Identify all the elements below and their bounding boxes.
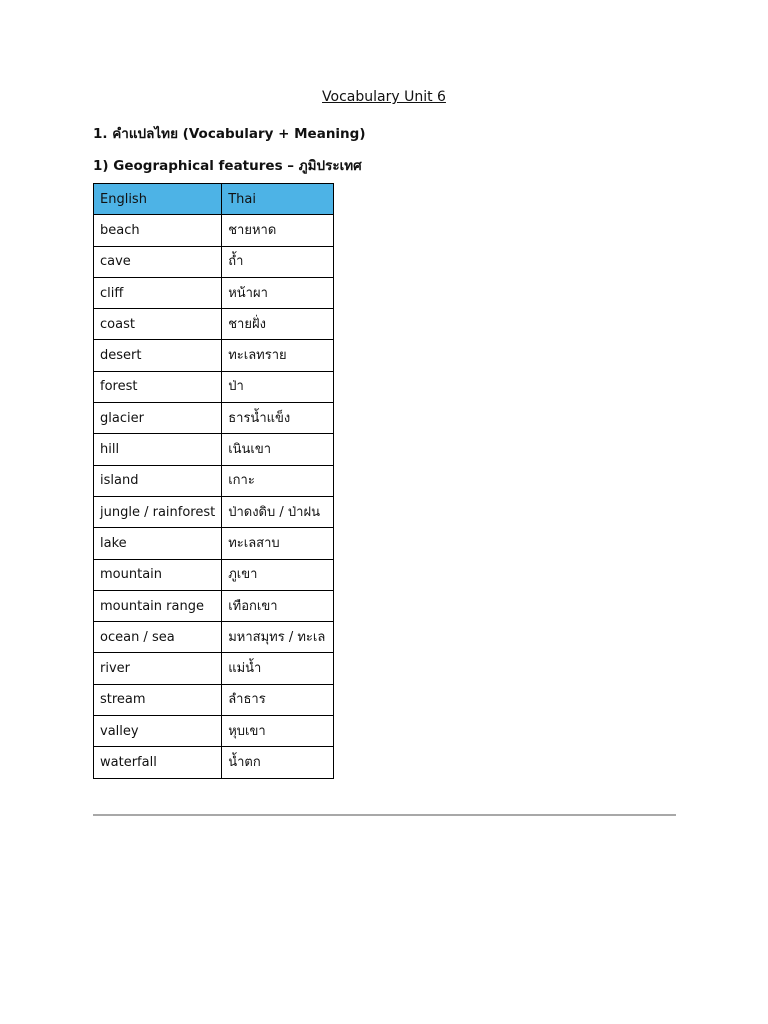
thai-meaning-cell: หุบเขา (222, 716, 334, 747)
table-body (94, 215, 334, 778)
table-row (94, 528, 334, 559)
table-header-row (94, 184, 334, 215)
english-word-cell: waterfall (94, 747, 222, 778)
english-word-cell: valley (94, 716, 222, 747)
subsection-heading: 1) Geographical features – ภูมิประเทศ (93, 158, 362, 174)
english-word-cell: mountain (94, 559, 222, 590)
table-row (94, 215, 334, 246)
english-word-cell: stream (94, 684, 222, 715)
thai-meaning-cell: ลำธาร (222, 684, 334, 715)
thai-meaning-cell: ทะเลสาบ (222, 528, 334, 559)
english-word-cell: beach (94, 215, 222, 246)
thai-meaning-cell: ถ้ำ (222, 246, 334, 277)
column-header-thai: Thai (222, 184, 334, 215)
thai-meaning-cell: ชายหาด (222, 215, 334, 246)
english-word-cell: coast (94, 309, 222, 340)
thai-meaning-cell: ธารน้ำแข็ง (222, 403, 334, 434)
thai-meaning-cell: น้ำตก (222, 747, 334, 778)
thai-meaning-cell: ทะเลทราย (222, 340, 334, 371)
table-row (94, 309, 334, 340)
english-word-cell: cliff (94, 277, 222, 308)
table-row (94, 465, 334, 496)
horizontal-divider (93, 814, 676, 816)
table-row (94, 747, 334, 778)
section-heading: 1. คำแปลไทย (Vocabulary + Meaning) (93, 126, 366, 142)
table-row (94, 684, 334, 715)
english-word-cell: desert (94, 340, 222, 371)
table-row (94, 496, 334, 527)
thai-meaning-cell: หน้าผา (222, 277, 334, 308)
english-word-cell: hill (94, 434, 222, 465)
table-row (94, 434, 334, 465)
table-row (94, 246, 334, 277)
thai-meaning-cell: แม่น้ำ (222, 653, 334, 684)
document-title: Vocabulary Unit 6 (322, 89, 446, 105)
thai-meaning-cell: ชายฝั่ง (222, 309, 334, 340)
english-word-cell: jungle / rainforest (94, 496, 222, 527)
english-word-cell: cave (94, 246, 222, 277)
thai-meaning-cell: เกาะ (222, 465, 334, 496)
english-word-cell: lake (94, 528, 222, 559)
table-row (94, 716, 334, 747)
table-row (94, 653, 334, 684)
table-row (94, 559, 334, 590)
thai-meaning-cell: เทือกเขา (222, 590, 334, 621)
thai-meaning-cell: มหาสมุทร / ทะเล (222, 622, 334, 653)
thai-meaning-cell: ป่าดงดิบ / ป่าฝน (222, 496, 334, 527)
english-word-cell: forest (94, 371, 222, 402)
table-row (94, 277, 334, 308)
english-word-cell: mountain range (94, 590, 222, 621)
table-row (94, 403, 334, 434)
table-row (94, 340, 334, 371)
table-row (94, 590, 334, 621)
english-word-cell: island (94, 465, 222, 496)
table-row (94, 622, 334, 653)
english-word-cell: ocean / sea (94, 622, 222, 653)
table-row (94, 371, 334, 402)
thai-meaning-cell: เนินเขา (222, 434, 334, 465)
column-header-english: English (94, 184, 222, 215)
english-word-cell: river (94, 653, 222, 684)
english-word-cell: glacier (94, 403, 222, 434)
thai-meaning-cell: ภูเขา (222, 559, 334, 590)
vocabulary-table (93, 183, 334, 779)
thai-meaning-cell: ป่า (222, 371, 334, 402)
